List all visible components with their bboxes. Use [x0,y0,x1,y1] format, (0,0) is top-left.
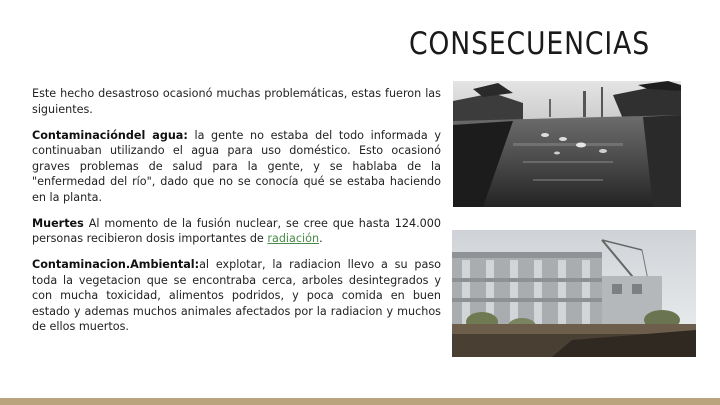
deaths-end: . [319,232,323,245]
deaths-paragraph [32,216,441,247]
environmental-contamination-text: al explotar, la radiacion llevo a su paso toda la vegetacion que se encontraba cerca, arboles desintegrados y con mucha toxicidad, alimentos podridos, y poca comida en buen estado y ademas muchos animales afectados por la radiacion y muchos de ellos muertos. [32,258,441,333]
deaths-label: Muertes [32,216,84,230]
power-plant-photo [452,230,696,357]
slide-title: CONSECUENCIAS [408,26,650,62]
flooded-village-photo [453,81,681,207]
intro-paragraph: Este hecho desastroso ocasionó muchas problemáticas, estas fueron las siguientes. [32,87,441,116]
environmental-contamination-paragraph [32,257,441,335]
water-contamination-paragraph [32,128,441,206]
body-text [32,86,441,345]
radiation-link[interactable]: radiación [267,232,320,245]
deaths-text: Al momento de la fusión nuclear, se cree que hasta 124.000 personas recibieron dosis importantes de [32,216,441,245]
water-contamination-label: Contaminacióndel agua: [32,128,188,142]
footer-bar [0,398,720,405]
environmental-contamination-label: Contaminacion.Ambiental: [32,258,200,271]
water-contamination-text: la gente no estaba del todo informada y continuaban utilizando el agua para uso doméstico. Esto ocasionó graves problemas de salud para la gente, y se hablaba de la "enfermedad del río", dado que no se conocía qué se estaba haciendo en la planta. [32,128,441,204]
